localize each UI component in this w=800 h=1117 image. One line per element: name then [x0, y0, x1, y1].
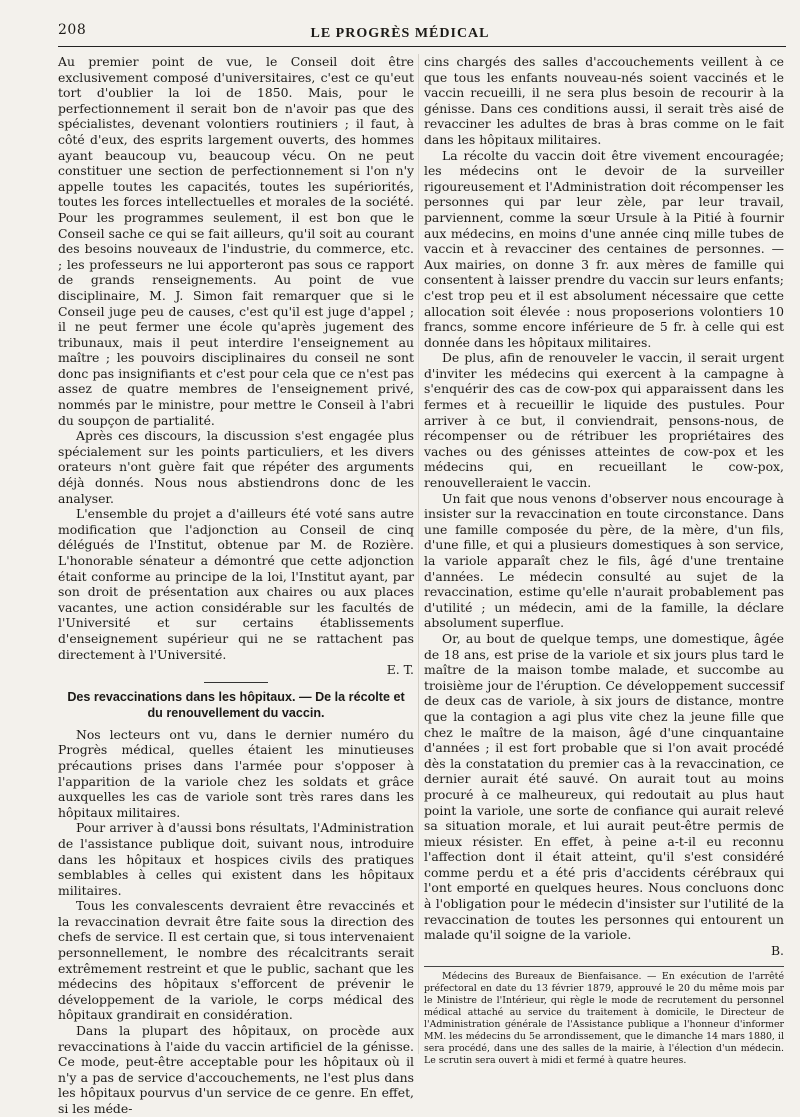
header-rule [58, 46, 786, 47]
paragraph: De plus, afin de renouveler le vaccin, il serait urgent d'inviter les médecins qui exercent à la campagne à s'enquérir des cas de cow-pox qui apparaissent dans les fermes et à recueillir le liquide des pustules. Pour arriver à ce but, il conviendrait, pensons-nous, de récompenser ou de rétribuer les propriétaires des vaches ou des génisses atteintes de cow-pox et les médecins qui, en recueillant le cow-pox, renouvelleraient le vaccin. [424, 350, 784, 491]
paragraph: Dans la plupart des hôpitaux, on procède aux revaccinations à l'aide du vaccin artificiel de la génisse. Ce mode, peut-être acceptable pour les hôpitaux où il n'y a pas de service d'accouchements, ne l'est plus dans les hôpitaux pourvus d'un service de ce genre. En effet, si les méde- [58, 1023, 414, 1116]
paragraph: cins chargés des salles d'accouchements veillent à ce que tous les enfants nouveau-nés soient vaccinés et le vaccin recueilli, il ne sera plus besoin de recourir à la génisse. Dans ces conditions aussi, il serait très aisé de revacciner les adultes de bras à bras comme on le fait dans les hôpitaux militaires. [424, 54, 784, 147]
footnote: Médecins des Bureaux de Bienfaisance. — En exécution de l'arrêté préfectoral en date du 13 février 1879, approuvé le 20 du même mois par le Ministre de l'Intérieur, qui règle le mode de recrutement du personnel médical attaché au service du traitement à domicile, le Directeur de l'Administration générale de l'Assistance publique a l'honneur d'informer MM. les médecins du 5e arrondissement, que le dimanche 14 mars 1880, il sera procédé, dans une des salles de la mairie, à l'élection d'un médecin. Le scrutin sera ouvert à midi et fermé à quatre heures. [424, 971, 784, 1067]
paragraph: Au premier point de vue, le Conseil doit être exclusivement composé d'universitaires, c'est ce qu'eut tort d'oublier la loi de 1850. Mais, pour le perfectionnement il serait bon de n'avoir pas que des spécialistes, devenant volontiers routiniers ; il faut, à côté d'eux, des esprits largement ouverts, des hommes ayant beaucoup vu, beaucoup vécu. On ne peut constituer une section de perfectionnement si l'on n'y appelle toutes les capacités, toutes les supériorités, toutes les forces intellectuelles et morales de la société. Pour les programmes seulement, il est bon que le Conseil sache ce qui se fait ailleurs, qu'il soit au courant des besoins nouveaux de l'industrie, du commerce, etc. ; les professeurs ne lui apporteront pas sous ce rapport de grands renseignements. Au point de vue disciplinaire, M. J. Simon fait remarquer que si le Conseil juge peu de causes, c'est qu'il est juge d'appel ; il ne peut fermer une école qu'après jugement des tribunaux, mais il peut interdire l'enseignement au maître ; les pouvoirs disciplinaires du conseil ne sont donc pas insignifiants et c'est pour cela que ce n'est pas assez de quatre membres de l'enseignement privé, nommés par le ministre, pour mettre le Conseil à l'abri du soupçon de partialité. [58, 54, 414, 428]
footnote-rule [424, 966, 784, 967]
paragraph: L'ensemble du projet a d'ailleurs été voté sans autre modification que l'adjonction au Conseil de cinq délégués de l'Institut, obtenue par M. de Rozière. L'honorable sénateur a démontré que cette adjonction était conforme au principe de la loi, l'Institut ayant, par son droit de présentation aux chaires ou aux places vacantes, une action considérable sur les facultés de l'Université et sur certains établissements d'enseignement supérieur qui ne se rattachent pas directement à l'Université. [58, 506, 414, 662]
paragraph: Pour arriver à d'aussi bons résultats, l'Administration de l'assistance publique doit, suivant nous, introduire dans les hôpitaux et hospices civils des pratiques semblables à celles qui existent dans les hôpitaux militaires. [58, 820, 414, 898]
page-number: 208 [58, 22, 87, 38]
paragraph: La récolte du vaccin doit être vivement encouragée; les médecins ont le devoir de la surveiller rigoureusement et l'Administration doit récompenser les personnes qui par leur zèle, par leur travail, parviennent, comme la sœur Ursule à la Pitié à fournir aux médecins, en moins d'une année cinq mille tubes de vaccin et à revacciner des centaines de personnes. — Aux mairies, on donne 3 fr. aux mères de famille qui consentent à laisser prendre du vaccin sur leurs enfants; c'est trop peu et il est absolument nécessaire que cette allocation soit élevée : nous proposerions volontiers 10 francs, somme encore inférieure de 5 fr. à celle qui est donnée dans les hôpitaux militaires. [424, 147, 784, 350]
paragraph: Nos lecteurs ont vu, dans le dernier numéro du Progrès médical, quelles étaient les minutieuses précautions prises dans l'armée pour s'opposer à l'apparition de la variole chez les soldats et grâce auxquelles les cas de variole sont très rares dans les hôpitaux militaires. [58, 726, 414, 820]
section-title: Des revaccinations dans les hôpitaux. — De la récolte et du renouvellement du vaccin. [67, 689, 405, 720]
column-divider [418, 54, 419, 1054]
section-rule [204, 682, 268, 683]
journal-title: LE PROGRÈS MÉDICAL [310, 26, 490, 41]
signature-line [58, 662, 414, 678]
right-column [424, 54, 784, 1067]
paragraph: Après ces discours, la discussion s'est engagée plus spécialement sur les points particuliers, et les divers orateurs n'ont guère fait que répéter des arguments déjà donnés. Nous nous abstiendrons donc de les analyser. [58, 428, 414, 506]
paragraph: Un fait que nous venons d'observer nous encourage à insister sur la revaccination en toute circonstance. Dans une famille composée du père, de la mère, d'un fils, d'une fille, et qui a plusieurs domestiques à son service, la variole apparaît chez le fils, âgé d'une trentaine d'années. Le médecin consulté au sujet de la revaccination, estime qu'elle n'aurait probablement pas d'utilité ; un médecin, ami de la famille, la déclare absolument superflue. [424, 490, 784, 631]
left-column [58, 54, 414, 1117]
signature-line [424, 943, 784, 959]
paragraph: Tous les convalescents devraient être revaccinés et la revaccination devrait être faite sous la direction des chefs de service. Il est certain que, si tous intervenaient personnellement, le nombre des récalcitrants serait extrêmement restreint et que le public, sachant que les médecins des hôpitaux s'efforcent de prévenir le développement de la variole, le corps médical des hôpitaux grandirait en considération. [58, 898, 414, 1023]
paragraph: Or, au bout de quelque temps, une domestique, âgée de 18 ans, est prise de la variole et six jours plus tard le maître de la maison tombe malade, et succombe au troisième jour de l'éruption. Ce développement successif de deux cas de variole, à six jours de distance, montre que la contagion a agi plus vite chez la jeune fille que chez le maître de la maison, âgé d'une cinquantaine d'années ; il est fort probable que si l'on avait procédé dès la constatation du premier cas à la revaccination, ce dernier aurait été sauvé. On aurait tout au moins procuré à ce malheureux, qui redoutait au plus haut point la variole, une sorte de confiance qui aurait relevé sa situation morale, et lui aurait peut-être permis de mieux résister. En effet, à peine a-t-il eu reconnu l'affection dont il était atteint, qu'il s'est considéré comme perdu et a été pris d'accidents cérébraux qui l'ont emporté en quelques heures. Nous concluons donc à l'obligation pour le médecin d'insister sur l'utilité de la revaccination de toutes les personnes qui entourent un malade qu'il soigne de la variole. [424, 630, 784, 943]
signature: B. [770, 942, 784, 958]
signature: E. T. [386, 662, 414, 678]
